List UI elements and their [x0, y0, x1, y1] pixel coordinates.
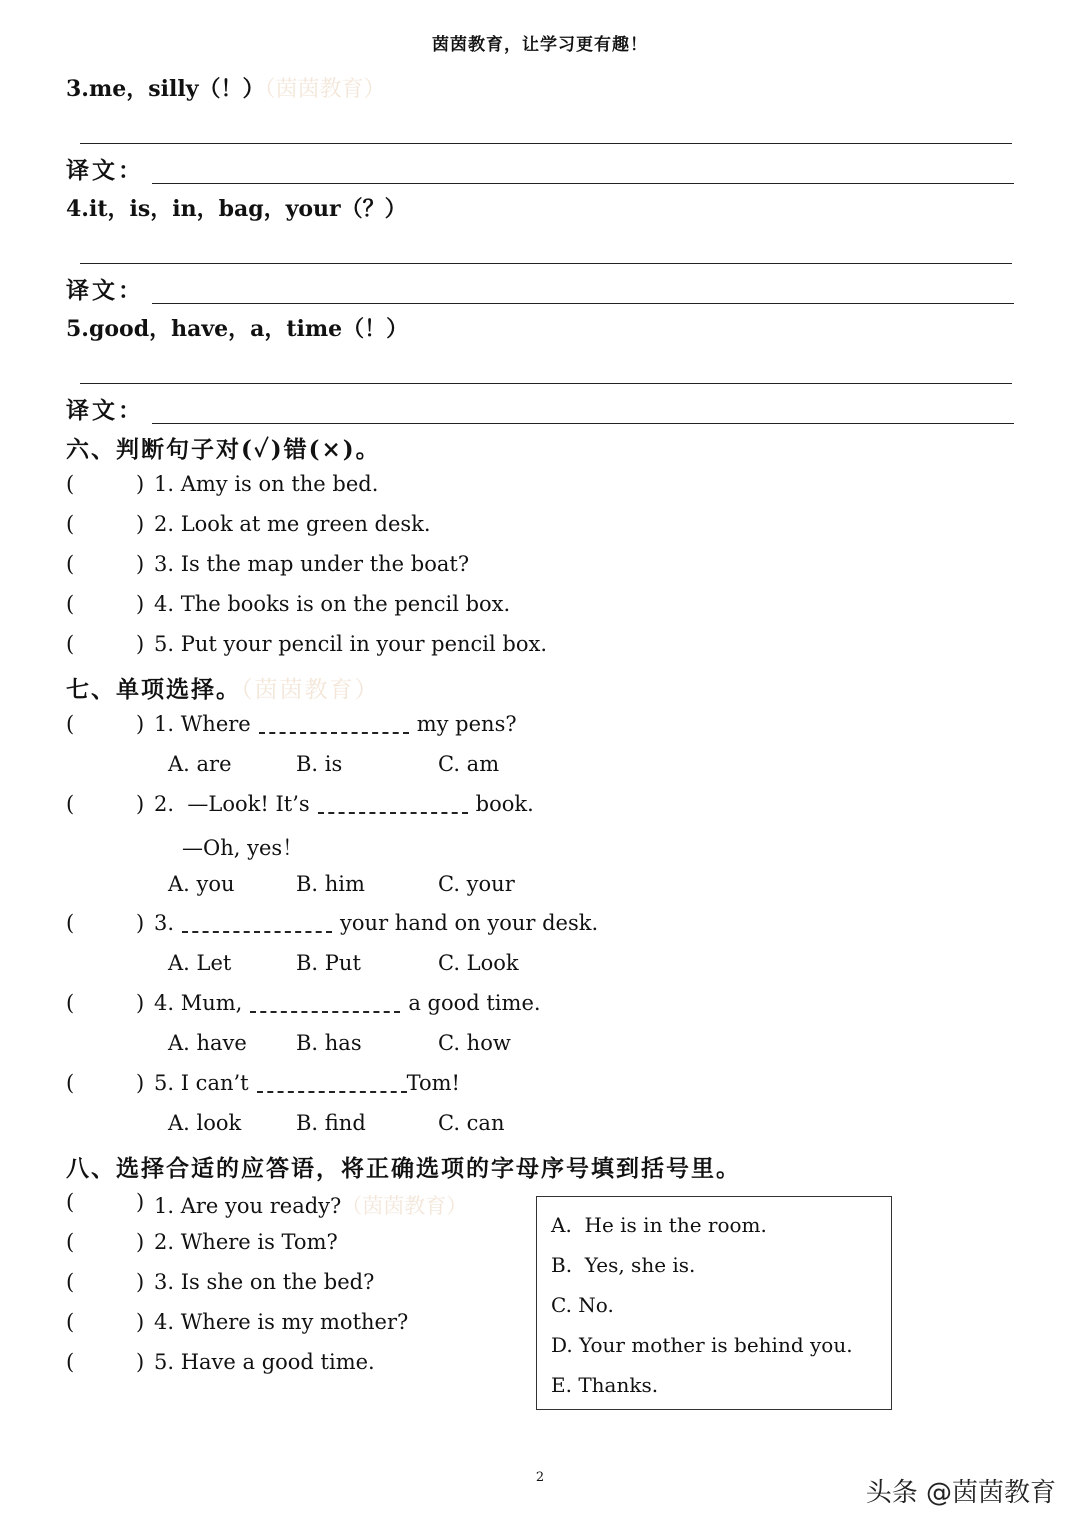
answer-option: B. Yes, she is.	[551, 1253, 696, 1277]
option-c: C. can	[438, 1111, 505, 1135]
question-text: 3. Is she on the bed?	[154, 1270, 375, 1294]
fill-blank[interactable]	[257, 1077, 407, 1093]
answer-line[interactable]	[80, 143, 1012, 144]
question-5-3	[66, 72, 386, 103]
translation-line[interactable]	[152, 423, 1014, 424]
section-7-title	[66, 671, 380, 704]
answer-line[interactable]	[80, 383, 1012, 384]
question-text: 2. —Look! It’s	[154, 792, 310, 816]
option-c: C. your	[438, 872, 515, 896]
answer-option: A. He is in the room.	[551, 1213, 767, 1237]
translation-line[interactable]	[152, 183, 1014, 184]
question-text: Tom!	[406, 1071, 460, 1095]
question-text: a good time.	[408, 991, 541, 1015]
answer-option: D. Your mother is behind you.	[551, 1333, 853, 1357]
option-a: A. look	[168, 1111, 242, 1135]
fill-blank[interactable]	[182, 917, 332, 933]
dialogue-line: —Oh, yes！	[182, 836, 304, 860]
answer-bracket-close[interactable]: )	[136, 552, 145, 576]
answer-bracket-open[interactable]: (	[66, 512, 75, 536]
option-c: C. Look	[438, 951, 519, 975]
answer-bracket-open[interactable]: (	[66, 1230, 75, 1254]
judge-sentence: 5. Put your pencil in your pencil box.	[154, 632, 548, 656]
page-header: 茵茵教育，让学习更有趣！	[432, 35, 648, 55]
answer-bracket-close[interactable]: )	[136, 472, 145, 496]
question-text: my pens?	[416, 712, 517, 736]
question-text: book.	[475, 792, 534, 816]
option-c: C. how	[438, 1031, 511, 1055]
answer-line[interactable]	[80, 263, 1012, 264]
question-text: 5. I can’t	[154, 1071, 249, 1095]
translation-label: 译文：	[66, 397, 144, 424]
answer-bracket-open[interactable]: (	[66, 472, 75, 496]
answer-bracket-close[interactable]: )	[136, 632, 145, 656]
option-b: B. find	[296, 1111, 366, 1135]
question-5-5	[66, 312, 408, 343]
answer-bracket-close[interactable]: )	[136, 991, 145, 1015]
brand-watermark: 头条 @茵茵教育	[865, 1478, 1056, 1508]
answer-bracket-open[interactable]: (	[66, 1310, 75, 1334]
answer-options-box	[536, 1196, 892, 1410]
answer-bracket-open[interactable]: (	[66, 1350, 75, 1374]
watermark-text: （茵茵教育）	[241, 677, 380, 703]
option-b: B. is	[296, 752, 343, 776]
question-text: your hand on your desk.	[340, 911, 599, 935]
answer-bracket-close[interactable]: )	[136, 512, 145, 536]
answer-bracket-close[interactable]: )	[136, 1310, 145, 1334]
answer-bracket-close[interactable]: )	[136, 1350, 145, 1374]
fill-blank[interactable]	[250, 997, 400, 1013]
judge-sentence: 2. Look at me green desk.	[154, 512, 431, 536]
judge-sentence: 1. Amy is on the bed.	[154, 472, 379, 496]
answer-bracket-close[interactable]: )	[136, 712, 145, 736]
page-number: 2	[535, 1470, 545, 1485]
answer-bracket-open[interactable]: (	[66, 991, 75, 1015]
judge-sentence: 4. The books is on the pencil box.	[154, 592, 511, 616]
option-b: B. him	[296, 872, 365, 896]
question-text: 4.it，is，in，bag，your（？）	[66, 196, 407, 222]
section-title-text: 七、单项选择。	[66, 676, 241, 703]
answer-bracket-close[interactable]: )	[136, 1071, 145, 1095]
translation-label: 译文：	[66, 157, 144, 184]
answer-bracket-open[interactable]: (	[66, 1270, 75, 1294]
option-a: A. you	[168, 872, 235, 896]
section-8-title: 八、选择合适的应答语，将正确选项的字母序号填到括号里。	[66, 1155, 741, 1182]
answer-bracket-close[interactable]: )	[136, 792, 145, 816]
translation-line[interactable]	[152, 303, 1014, 304]
fill-blank[interactable]	[318, 798, 468, 814]
answer-bracket-open[interactable]: (	[66, 1071, 75, 1095]
question-text: 2. Where is Tom?	[154, 1230, 338, 1254]
answer-bracket-open[interactable]: (	[66, 1190, 75, 1214]
question-text: 3.me，silly（！）	[66, 76, 265, 102]
question-text: 1. Where	[154, 712, 251, 736]
answer-bracket-open[interactable]: (	[66, 592, 75, 616]
judge-sentence: 3. Is the map under the boat?	[154, 552, 470, 576]
question-text: 1. Are you ready?	[154, 1194, 342, 1218]
option-b: B. Put	[296, 951, 361, 975]
answer-bracket-close[interactable]: )	[136, 1190, 145, 1214]
section-6-title: 六、判断句子对(✓)错(×)。	[66, 436, 381, 463]
option-a: A. have	[168, 1031, 247, 1055]
answer-bracket-close[interactable]: )	[136, 1270, 145, 1294]
answer-option: E. Thanks.	[551, 1373, 659, 1397]
question-text: 5. Have a good time.	[154, 1350, 375, 1374]
translation-label: 译文：	[66, 277, 144, 304]
option-a: A. are	[168, 752, 232, 776]
fill-blank[interactable]	[259, 718, 409, 734]
answer-bracket-close[interactable]: )	[136, 911, 145, 935]
option-c: C. am	[438, 752, 500, 776]
question-5-4	[66, 192, 407, 223]
question-text: 3.	[154, 911, 175, 935]
answer-bracket-open[interactable]: (	[66, 632, 75, 656]
answer-bracket-close[interactable]: )	[136, 1230, 145, 1254]
answer-bracket-open[interactable]: (	[66, 552, 75, 576]
answer-option: C. No.	[551, 1293, 614, 1317]
option-a: A. Let	[168, 951, 232, 975]
question-text: 4. Mum,	[154, 991, 243, 1015]
answer-bracket-open[interactable]: (	[66, 712, 75, 736]
answer-bracket-open[interactable]: (	[66, 911, 75, 935]
answer-bracket-open[interactable]: (	[66, 792, 75, 816]
watermark-text: （茵茵教育）	[264, 77, 386, 102]
question-text: 5.good，have，a，time（！）	[66, 316, 409, 342]
question-text: 4. Where is my mother?	[154, 1310, 409, 1334]
option-b: B. has	[296, 1031, 362, 1055]
watermark-text: （茵茵教育）	[341, 1194, 468, 1218]
answer-bracket-close[interactable]: )	[136, 592, 145, 616]
